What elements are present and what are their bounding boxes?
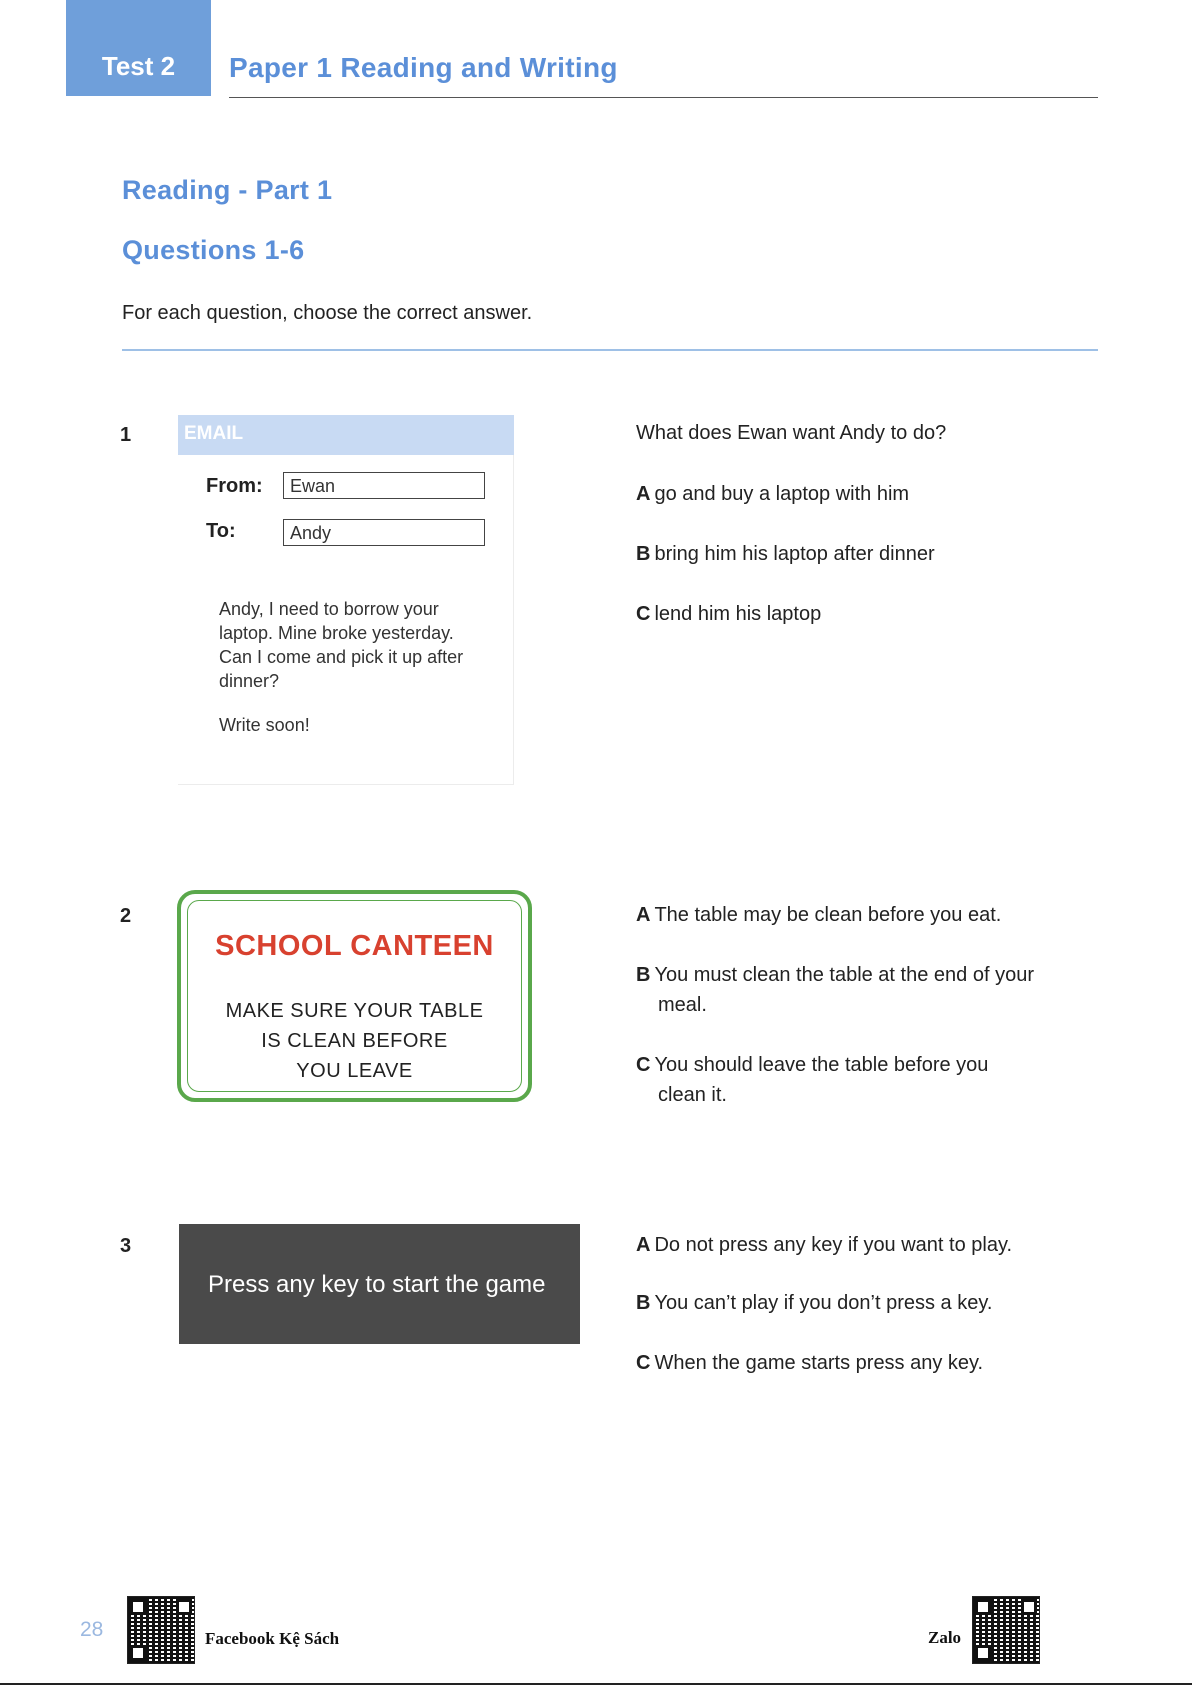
option-text: lend him his laptop — [654, 603, 822, 625]
instruction-divider — [122, 349, 1098, 351]
q2-option-a[interactable] — [636, 900, 1001, 930]
facebook-label: Facebook Kệ Sách — [205, 1629, 340, 1648]
option-letter: B — [636, 1292, 651, 1314]
option-text-cont: meal. — [658, 994, 707, 1016]
q3-option-b[interactable] — [636, 1288, 992, 1318]
question-number-1: 1 — [120, 424, 132, 446]
questions-title: Questions 1-6 — [122, 235, 305, 265]
to-field: Andy — [283, 519, 485, 546]
q2-option-c[interactable] — [636, 1050, 988, 1110]
to-label: To: — [206, 520, 236, 542]
option-letter: B — [636, 543, 651, 565]
option-letter: C — [636, 603, 651, 625]
email-signoff: Write soon! — [219, 715, 310, 735]
option-letter: A — [636, 904, 651, 926]
option-letter: C — [636, 1352, 651, 1374]
q3-option-c[interactable] — [636, 1348, 983, 1378]
game-screen-text: Press any key to start the game — [208, 1271, 546, 1298]
q2-option-b[interactable] — [636, 960, 1034, 1020]
email-card — [178, 415, 514, 785]
facebook-qr-code-icon — [127, 1596, 195, 1664]
option-text: You must clean the table at the end of your — [654, 964, 1034, 986]
option-text: Do not press any key if you want to play. — [654, 1234, 1013, 1256]
sign-line-3: YOU LEAVE — [296, 1060, 413, 1082]
q1-option-c[interactable] — [636, 599, 821, 629]
email-header: EMAIL — [178, 415, 514, 455]
q1-option-b[interactable] — [636, 539, 935, 569]
option-text: You can’t play if you don’t press a key. — [654, 1292, 993, 1314]
sign-line-1: MAKE SURE YOUR TABLE — [225, 1000, 484, 1022]
from-field: Ewan — [283, 472, 485, 499]
sign-title: SCHOOL CANTEEN — [215, 930, 494, 962]
q3-option-a[interactable] — [636, 1230, 1012, 1260]
option-letter: A — [636, 1234, 651, 1256]
canteen-sign — [177, 890, 532, 1102]
from-label: From: — [206, 475, 263, 497]
paper-title: Paper 1 Reading and Writing — [229, 52, 618, 83]
option-text: The table may be clean before you eat. — [654, 904, 1002, 926]
option-letter: C — [636, 1054, 651, 1076]
game-screen — [179, 1224, 580, 1344]
option-text: bring him his laptop after dinner — [654, 543, 935, 565]
page-number: 28 — [80, 1618, 104, 1641]
question-number-2: 2 — [120, 905, 132, 927]
option-text: go and buy a laptop with him — [654, 483, 910, 505]
instruction-text: For each question, choose the correct answer. — [122, 302, 533, 324]
header-divider — [229, 97, 1098, 98]
option-letter: B — [636, 964, 651, 986]
option-text-cont: clean it. — [658, 1084, 727, 1106]
option-text: When the game starts press any key. — [654, 1352, 984, 1374]
zalo-label: Zalo — [928, 1628, 962, 1647]
option-letter: A — [636, 483, 651, 505]
sign-message — [181, 996, 528, 1086]
question-1-text: What does Ewan want Andy to do? — [636, 422, 947, 444]
zalo-qr-code-icon — [972, 1596, 1040, 1664]
option-text: You should leave the table before you — [654, 1054, 989, 1076]
part-title: Reading - Part 1 — [122, 175, 333, 205]
test-label: Test 2 — [66, 0, 211, 96]
sign-line-2: IS CLEAN BEFORE — [261, 1030, 448, 1052]
question-number-3: 3 — [120, 1235, 132, 1257]
email-body: Andy, I need to borrow your laptop. Mine broke yesterday. Can I come and pick it up after dinner? — [219, 599, 464, 691]
q1-option-a[interactable] — [636, 479, 909, 509]
